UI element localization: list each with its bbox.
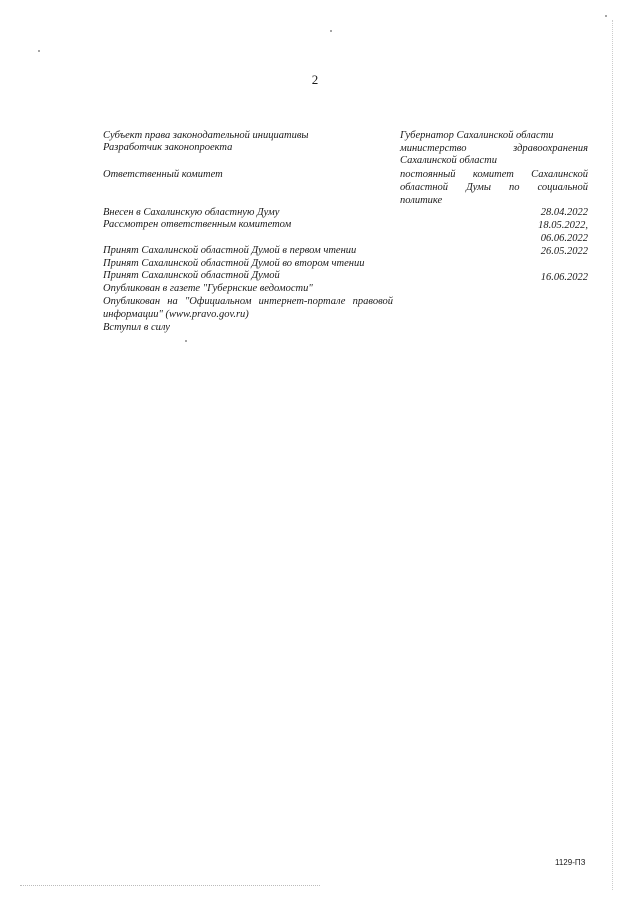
scan-artifact xyxy=(185,340,187,342)
value-bill-developer-line-1: министерство здравоохранения xyxy=(400,143,588,154)
scan-artifact xyxy=(38,50,40,52)
label-entered-into-force: Вступил в силу xyxy=(103,322,170,333)
label-second-reading: Принят Сахалинской областной Думой во втором чтении xyxy=(103,258,365,269)
value-bill-developer-line-2: Сахалинской области xyxy=(400,155,498,166)
label-initiative-subject: Субъект права законодательной инициативы xyxy=(103,130,309,141)
label-published-portal-line-2: информации" (www.pravo.gov.ru) xyxy=(103,309,249,320)
label-adopted: Принят Сахалинской областной Думой xyxy=(103,270,280,281)
date-first-reading: 26.05.2022 xyxy=(540,246,588,257)
date-adopted: 16.06.2022 xyxy=(540,272,588,283)
label-published-portal-line-1: Опубликован на "Официальном интернет-портале правовой xyxy=(103,296,393,307)
label-submitted-to-duma: Внесен в Сахалинскую областную Думу xyxy=(103,207,280,218)
scan-artifact xyxy=(20,885,320,886)
scan-artifact xyxy=(605,15,607,17)
date-reviewed-1: 18.05.2022, xyxy=(538,220,588,231)
value-committee-line-2: областной Думы по социальной xyxy=(400,182,588,193)
label-responsible-committee: Ответственный комитет xyxy=(103,169,223,180)
label-bill-developer: Разработчик законопроекта xyxy=(103,142,233,153)
value-committee-line-1: постоянный комитет Сахалинской xyxy=(400,169,588,180)
label-first-reading: Принят Сахалинской областной Думой в первом чтении xyxy=(103,245,357,256)
date-reviewed-2: 06.06.2022 xyxy=(540,233,588,244)
scan-artifact xyxy=(330,30,332,32)
page-number: 2 xyxy=(311,72,319,87)
label-reviewed-by-committee: Рассмотрен ответственным комитетом xyxy=(103,219,292,230)
value-initiative-subject: Губернатор Сахалинской области xyxy=(400,130,554,141)
label-published-newspaper: Опубликован в газете "Губернские ведомости" xyxy=(103,283,313,294)
document-code: 1129-ПЗ xyxy=(555,858,586,867)
scan-artifact xyxy=(612,20,613,890)
date-submitted: 28.04.2022 xyxy=(540,207,588,218)
value-committee-line-3: политике xyxy=(400,195,443,206)
